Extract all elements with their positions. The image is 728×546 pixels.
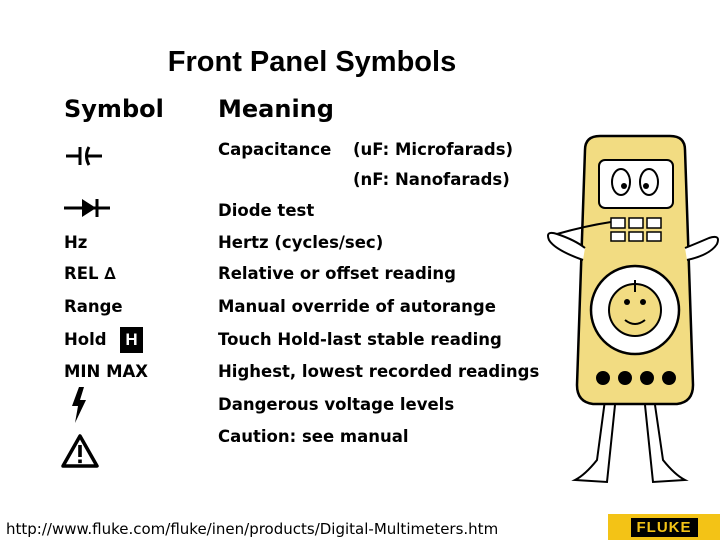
source-url[interactable]: http://www.fluke.com/fluke/inen/products/Digital-Multimeters.htm: [6, 520, 499, 538]
diode-icon: [62, 196, 112, 220]
page-title: Front Panel Symbols: [167, 46, 457, 78]
voltage-meaning: Dangerous voltage levels: [218, 395, 455, 414]
range-symbol: Range: [64, 297, 123, 316]
hold-meaning: Touch Hold-last stable reading: [218, 330, 502, 349]
hz-meaning: Hertz (cycles/sec): [218, 233, 384, 252]
range-meaning: Manual override of autorange: [218, 297, 496, 316]
minmax-symbol: MIN MAX: [64, 362, 149, 381]
hold-symbol: Hold: [64, 330, 107, 349]
lightning-icon: [68, 386, 90, 424]
fluke-logo-text: FLUKE: [631, 518, 698, 537]
capacitance-unit-uf: (uF: Microfarads): [353, 140, 514, 159]
warning-triangle-icon: [60, 433, 100, 469]
diode-meaning: Diode test: [218, 201, 315, 220]
capacitor-icon: [64, 144, 104, 168]
hold-icon: H: [120, 327, 143, 353]
capacitance-meaning: Capacitance: [218, 140, 332, 159]
capacitance-unit-nf: (nF: Nanofarads): [353, 170, 510, 189]
rel-symbol: REL ∆: [64, 264, 116, 283]
minmax-meaning: Highest, lowest recorded readings: [218, 362, 540, 381]
symbol-header: Symbol: [64, 95, 164, 123]
multimeter-cartoon: [545, 130, 725, 500]
fluke-logo: [608, 514, 720, 540]
meaning-header: Meaning: [218, 95, 334, 123]
caution-meaning: Caution: see manual: [218, 427, 409, 446]
rel-meaning: Relative or offset reading: [218, 264, 456, 283]
hz-symbol: Hz: [64, 233, 88, 252]
